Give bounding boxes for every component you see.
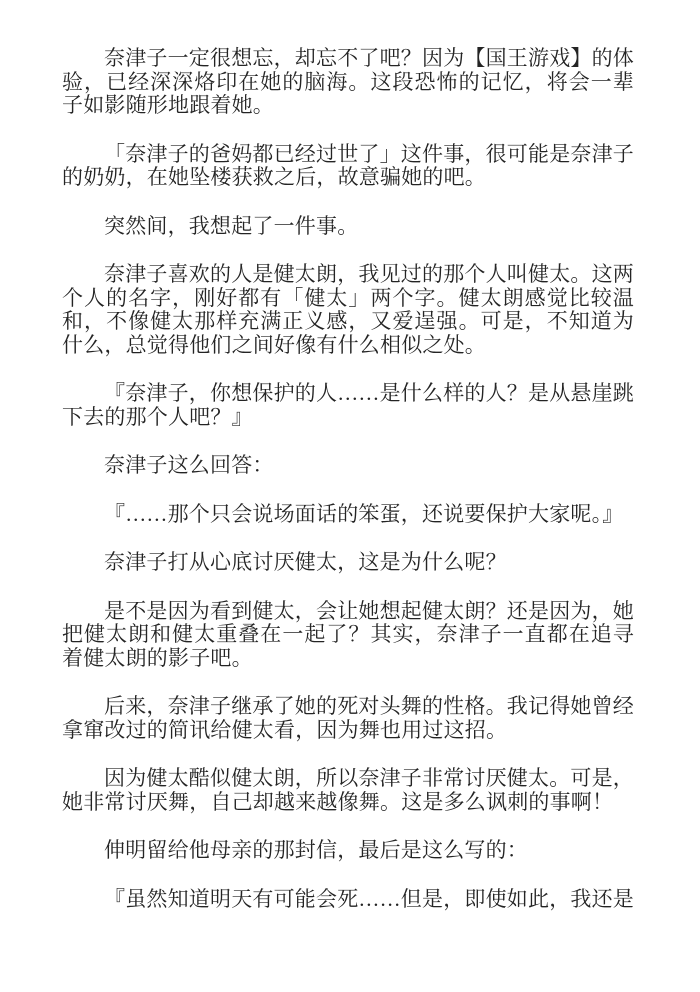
paragraph: 后来，奈津子继承了她的死对头舞的性格。我记得她曾经拿窜改过的简讯给健太看，因为舞也用过这招。: [62, 694, 634, 742]
paragraph: 奈津子喜欢的人是健太朗，我见过的那个人叫健太。这两个人的名字，刚好都有「健太」两个字。健太朗感觉比较温和，不像健太那样充满正义感，又爱逞强。可是，不知道为什么，总觉得他们之间好像有什么相似之处。: [62, 262, 634, 357]
paragraph: 『奈津子，你想保护的人……是什么样的人？是从悬崖跳下去的那个人吧？』: [62, 381, 634, 429]
paragraph: 奈津子这么回答：: [104, 453, 274, 477]
paragraph: 奈津子打从心底讨厌健太，这是为什么呢？: [104, 550, 507, 574]
paragraph: 因为健太酷似健太朗，所以奈津子非常讨厌健太。可是，她非常讨厌舞，自己却越来越像舞。这是多么讽刺的事啊！: [62, 766, 634, 814]
paragraph: 突然间，我想起了一件事。: [104, 213, 359, 238]
paragraph: 伸明留给他母亲的那封信，最后是这么写的：: [104, 838, 528, 862]
paragraph: 是不是因为看到健太，会让她想起健太朗？还是因为，她把健太朗和健太重叠在一起了？其实，奈津子一直都在追寻着健太朗的影子吧。: [62, 598, 634, 670]
paragraph: 「奈津子的爸妈都已经过世了」这件事，很可能是奈津子的奶奶，在她坠楼获救之后，故意骗她的吧。: [62, 141, 634, 189]
paragraph: 『……那个只会说场面话的笨蛋，还说要保护大家呢。』: [104, 501, 624, 526]
paragraph: 『虽然知道明天有可能会死……但是，即使如此，我还是: [104, 886, 634, 911]
paragraph: 奈津子一定很想忘，却忘不了吧？因为【国王游戏】的体验，已经深深烙印在她的脑海。这段恐怖的记忆，将会一辈子如影随形地跟着她。: [62, 46, 634, 117]
